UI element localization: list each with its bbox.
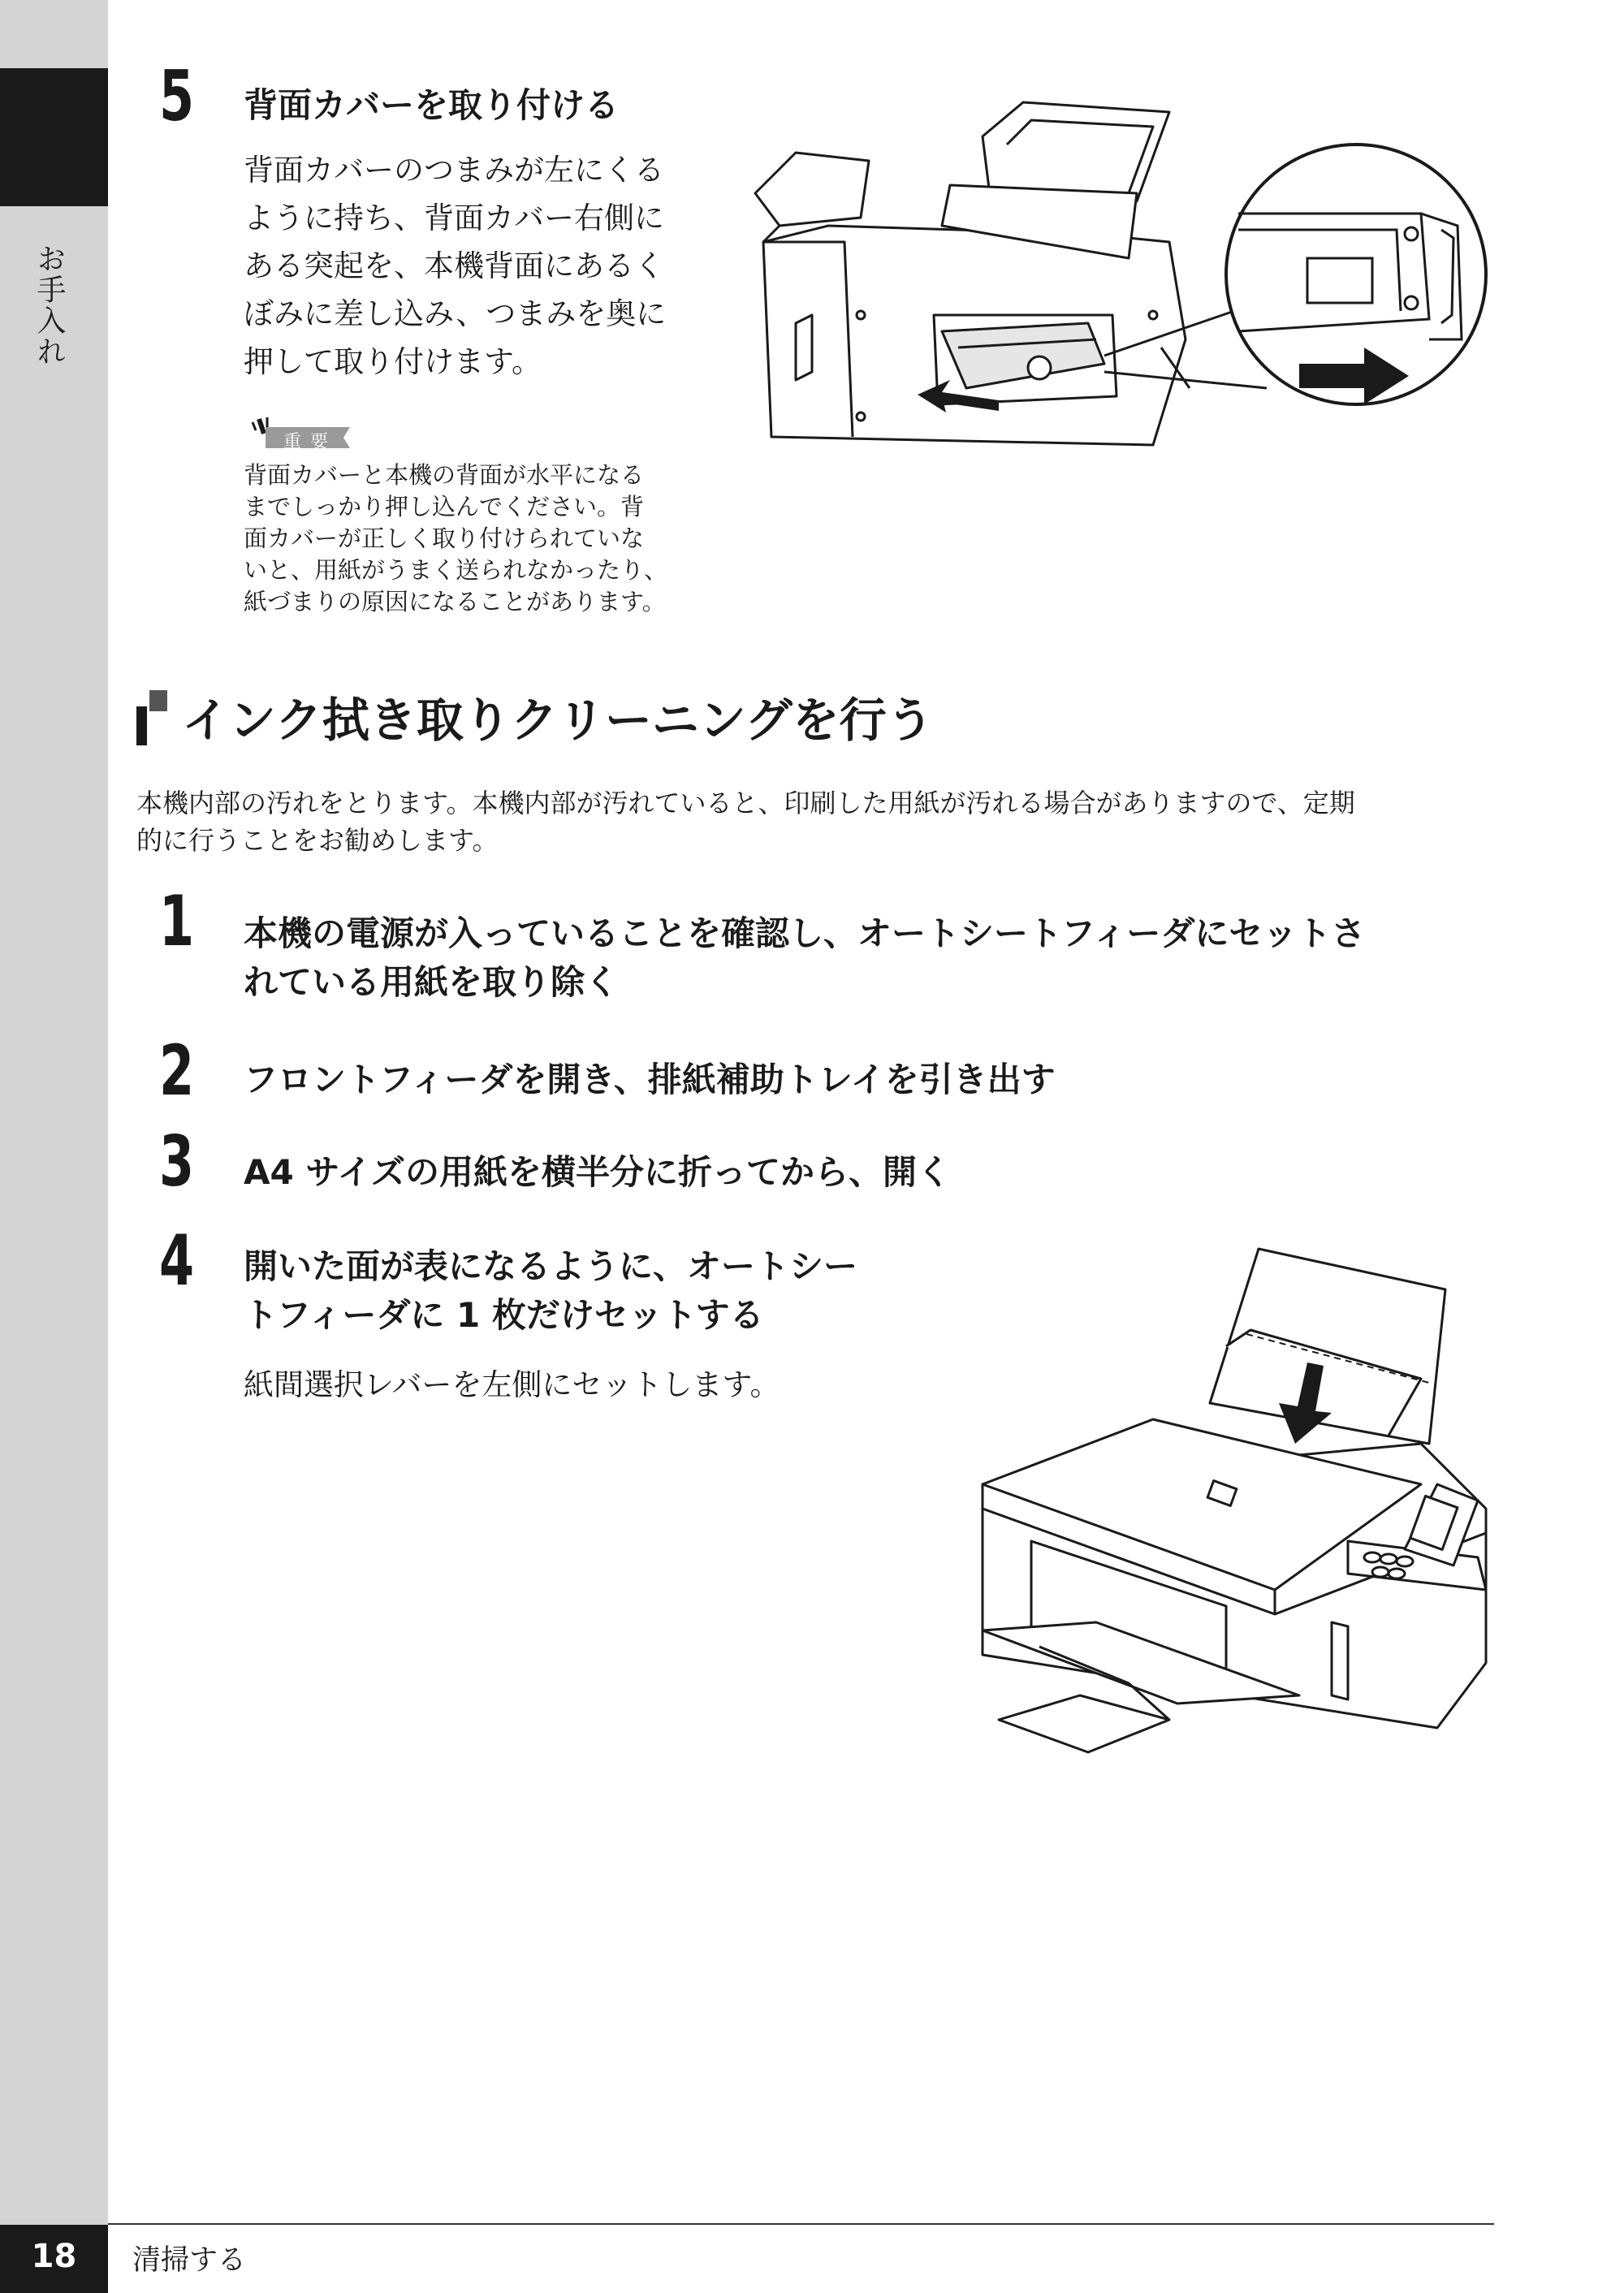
sidebar-tab-marker [0,68,108,206]
step-1-title [244,909,1365,1007]
step-title-line: トフィーダに 1 枚だけセットする [244,1295,764,1335]
intro-line: 的に行うことをお勧めします。 [136,825,499,856]
step-4-title [244,1242,857,1340]
step-5-body-line: ように持ち、背面カバー右側に [244,201,664,235]
step-5-number: 5 [159,56,195,137]
step-title-line: 本機の電源が入っていることを確認し、オートシートフィーダにセットさ [244,913,1366,953]
step-3-number: 3 [159,1121,195,1203]
note-line: いと、用紙がうまく送られなかったり、 [244,556,668,584]
paper-loading-illustration [966,1241,1518,1777]
section-heading-marker [136,689,167,747]
step-2-number: 2 [159,1030,195,1112]
step-title-line: れている用紙を取り除く [244,962,620,1002]
page-number: 18 [31,2238,77,2275]
section-intro [136,784,1355,859]
step-4-number: 4 [159,1220,195,1302]
note-line: 面カバーが正しく取り付けられていな [244,525,645,552]
step-5-title: 背面カバーを取り付ける [244,85,620,125]
rear-cover-illustration [747,96,1494,461]
note-line: までしっかり押し込んでください。背 [244,493,645,520]
step-5-body [244,146,666,386]
note-line: 背面カバーと本機の背面が水平になる [244,461,645,489]
step-3-title: A4 サイズの用紙を横半分に折ってから、開く [244,1152,951,1192]
sidebar-section-label: お手入れ [32,244,66,367]
important-badge [248,412,353,450]
note-line: 紙づまりの原因になることがあります。 [244,588,666,615]
important-badge-label: 重 要 [283,432,330,452]
step-4-body: 紙間選択レバーを左側にセットします。 [244,1367,780,1402]
footer-rule [108,2223,1494,2225]
step-5-note [244,460,667,618]
step-5-body-line: 背面カバーのつまみが左にくる [244,153,664,188]
step-title-line: 開いた面が表になるように、オートシー [244,1246,858,1286]
section-title: インク拭き取りクリーニングを行う [182,693,934,748]
step-5-body-line: ある突起を、本機背面にあるく [244,248,664,283]
step-5-body-line: ぼみに差し込み、つまみを奥に [244,296,667,331]
step-5-body-line: 押して取り付けます。 [244,344,542,379]
footer-section-name: 清掃する [132,2244,247,2277]
intro-line: 本機内部の汚れをとります。本機内部が汚れていると、印刷した用紙が汚れる場合がありますので、定期 [136,788,1355,818]
step-2-title: フロントフィーダを開き、排紙補助トレイを引き出す [244,1060,1056,1099]
step-1-number: 1 [159,881,195,962]
